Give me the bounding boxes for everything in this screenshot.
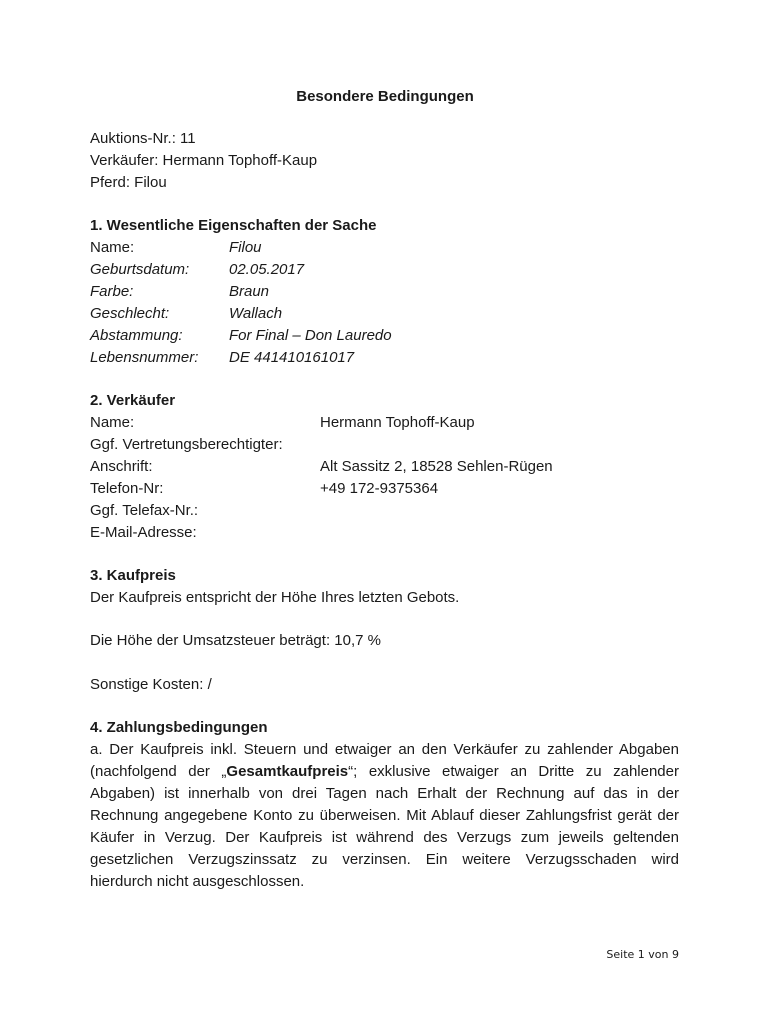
s1-value-lifenumber: DE 441410161017 — [229, 349, 355, 366]
s1-value-sex: Wallach — [229, 305, 283, 322]
other-costs-text: Sonstige Kosten: / — [90, 676, 212, 693]
auction-number: Auktions-Nr.: 11 — [90, 130, 196, 147]
payment-line-6: gesetzlichen Verzugszinssatz zu verzinsen. Ein weitere Verzugsschaden wird — [90, 851, 679, 868]
vat-text: Die Höhe der Umsatzsteuer beträgt: 10,7 % — [90, 632, 381, 649]
s1-label-sex: Geschlecht: — [90, 305, 170, 322]
s1-label-color: Farbe: — [90, 283, 134, 300]
payment-line-5: Käufer in Verzug. Der Kaufpreis ist während des Verzugs zum jeweils geltenden — [90, 829, 679, 846]
s2-value-phone: +49 172-9375364 — [320, 480, 439, 497]
s1-value-pedigree: For Final – Don Lauredo — [229, 327, 392, 344]
s2-label-phone: Telefon-Nr: — [90, 480, 164, 497]
payment-line-1: a. Der Kaufpreis inkl. Steuern und etwaiger an den Verkäufer zu zahlender Abgaben — [90, 741, 679, 758]
payment-line-4: Rechnung angegebene Konto zu überweisen. Mit Ablauf dieser Zahlungsfrist gerät der — [90, 807, 679, 824]
payment-line-7: hierdurch nicht ausgeschlossen. — [90, 873, 305, 890]
s1-label-lifenumber: Lebensnummer: — [90, 349, 199, 366]
s2-label-name: Name: — [90, 414, 135, 431]
section2-heading: 2. Verkäufer — [90, 392, 176, 409]
section4-heading: 4. Zahlungsbedingungen — [90, 719, 268, 736]
s1-label-name: Name: — [90, 239, 135, 256]
payment-line-2-pre: (nachfolgend der „ — [90, 763, 227, 780]
total-price-term: Gesamtkaufpreis — [226, 763, 349, 780]
s1-label-birthdate: Geburtsdatum: — [90, 261, 190, 278]
payment-line-2-post: “; exklusive etwaiger an Dritte zu zahlender — [348, 763, 679, 780]
s1-value-color: Braun — [229, 283, 270, 300]
s2-label-address: Anschrift: — [90, 458, 153, 475]
s2-value-address: Alt Sassitz 2, 18528 Sehlen-Rügen — [320, 458, 553, 475]
s1-value-birthdate: 02.05.2017 — [229, 261, 305, 278]
seller-line: Verkäufer: Hermann Tophoff-Kaup — [90, 152, 318, 169]
s1-label-pedigree: Abstammung: — [90, 327, 183, 344]
purchase-price-text: Der Kaufpreis entspricht der Höhe Ihres letzten Gebots. — [90, 589, 460, 606]
horse-line: Pferd: Filou — [90, 174, 167, 191]
section3-heading: 3. Kaufpreis — [90, 567, 176, 584]
s2-label-fax: Ggf. Telefax-Nr.: — [90, 502, 199, 519]
s2-label-representative: Ggf. Vertretungsberechtigter: — [90, 436, 283, 453]
page-number: Seite 1 von 9 — [606, 948, 679, 961]
payment-line-3: Abgaben) ist innerhalb von drei Tagen nach Erhalt der Rechnung auf das in der — [90, 785, 679, 802]
document-title: Besondere Bedingungen — [296, 88, 474, 105]
s2-value-name: Hermann Tophoff-Kaup — [320, 414, 475, 431]
section1-heading: 1. Wesentliche Eigenschaften der Sache — [90, 217, 377, 234]
s1-value-name: Filou — [229, 239, 262, 256]
payment-line-2 — [90, 761, 679, 783]
s2-label-email: E-Mail-Adresse: — [90, 524, 197, 541]
